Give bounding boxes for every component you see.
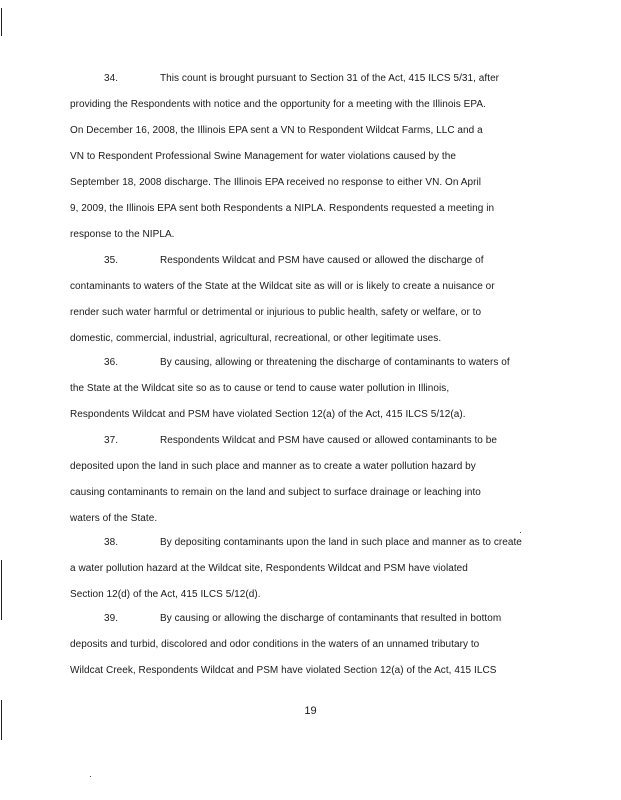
paragraph-first-line xyxy=(70,357,584,369)
paragraph-line xyxy=(70,461,550,473)
paragraph-text: the State at the Wildcat site so as to cause or tend to cause water pollution in Illinois, xyxy=(70,383,450,394)
paragraph-line xyxy=(70,665,550,677)
paragraph-line xyxy=(70,203,550,215)
paragraph-number: 39. xyxy=(104,613,119,624)
paragraph-text: On December 16, 2008, the Illinois EPA sent a VN to Respondent Wildcat Farms, LLC and a xyxy=(70,125,483,136)
paragraph-text: 9, 2009, the Illinois EPA sent both Respondents a NIPLA. Respondents requested a meeting in xyxy=(70,203,495,214)
paragraph-text: contaminants to waters of the State at the Wildcat site as will or is likely to create a nuisance or xyxy=(70,281,495,292)
paragraph-text: Respondents Wildcat and PSM have violated Section 12(a) of the Act, 415 ILCS 5/12(a). xyxy=(70,409,466,420)
paragraph-text: By depositing contaminants upon the land in such place and manner as to create xyxy=(160,537,522,548)
paragraph-text: Respondents Wildcat and PSM have caused or allowed contaminants to be xyxy=(160,435,497,446)
paragraph-first-line xyxy=(70,435,584,447)
paragraph-line xyxy=(70,383,550,395)
paragraph-text: providing the Respondents with notice and the opportunity for a meeting with the Illinois EPA. xyxy=(70,99,486,110)
paragraph-line xyxy=(70,229,550,241)
paragraph-line xyxy=(70,125,550,137)
paragraph-first-line xyxy=(70,537,584,549)
scan-edge-mark xyxy=(1,8,2,36)
scan-speck xyxy=(520,532,521,533)
paragraph-line xyxy=(70,151,550,163)
paragraph-text: a water pollution hazard at the Wildcat site, Respondents Wildcat and PSM have violated xyxy=(70,563,468,574)
paragraph-line xyxy=(70,307,550,319)
paragraph-text: Wildcat Creek, Respondents Wildcat and PSM have violated Section 12(a) of the Act, 415 ILCS xyxy=(70,665,497,676)
paragraph-text: domestic, commercial, industrial, agricultural, recreational, or other legitimate uses. xyxy=(70,333,442,344)
paragraph-first-line xyxy=(70,73,584,85)
paragraph-text: This count is brought pursuant to Section 31 of the Act, 415 ILCS 5/31, after xyxy=(160,73,500,84)
paragraph-line xyxy=(70,99,550,111)
scan-edge-mark xyxy=(1,560,2,620)
paragraph-line xyxy=(70,563,550,575)
paragraph-text: causing contaminants to remain on the land and subject to surface drainage or leaching into xyxy=(70,487,481,498)
paragraph-number: 38. xyxy=(104,537,119,548)
paragraph-line xyxy=(70,177,550,189)
paragraph-text: Respondents Wildcat and PSM have caused or allowed the discharge of xyxy=(160,255,484,266)
paragraph-text: VN to Respondent Professional Swine Management for water violations caused by the xyxy=(70,151,456,162)
page-number: 19 xyxy=(304,705,317,717)
paragraph-text: response to the NIPLA. xyxy=(70,229,175,240)
paragraph-line xyxy=(70,409,550,421)
paragraph-line xyxy=(70,513,550,525)
paragraph-text: deposited upon the land in such place and manner as to create a water pollution hazard by xyxy=(70,461,476,472)
paragraph-line xyxy=(70,281,550,293)
paragraph-first-line xyxy=(70,255,584,267)
paragraph-line xyxy=(70,639,550,651)
paragraph-text: Section 12(d) of the Act, 415 ILCS 5/12(d). xyxy=(70,589,261,600)
paragraph-number: 34. xyxy=(104,73,119,84)
paragraph-number: 37. xyxy=(104,435,119,446)
paragraph-first-line xyxy=(70,613,584,625)
paragraph-line xyxy=(70,487,550,499)
paragraph-text: By causing or allowing the discharge of contaminants that resulted in bottom xyxy=(160,613,502,624)
paragraph-line xyxy=(70,589,550,601)
scan-speck xyxy=(90,776,91,777)
paragraph-text: By causing, allowing or threatening the discharge of contaminants to waters of xyxy=(160,357,510,368)
paragraph-text: September 18, 2008 discharge. The Illinois EPA received no response to either VN. On April xyxy=(70,177,482,188)
paragraph-number: 35. xyxy=(104,255,119,266)
paragraph-line xyxy=(70,333,550,345)
paragraph-text: deposits and turbid, discolored and odor conditions in the waters of an unnamed tributary to xyxy=(70,639,480,650)
paragraph-text: waters of the State. xyxy=(70,513,158,524)
paragraph-number: 36. xyxy=(104,357,119,368)
paragraph-text: render such water harmful or detrimental or injurious to public health, safety or welfare, or to xyxy=(70,307,482,318)
